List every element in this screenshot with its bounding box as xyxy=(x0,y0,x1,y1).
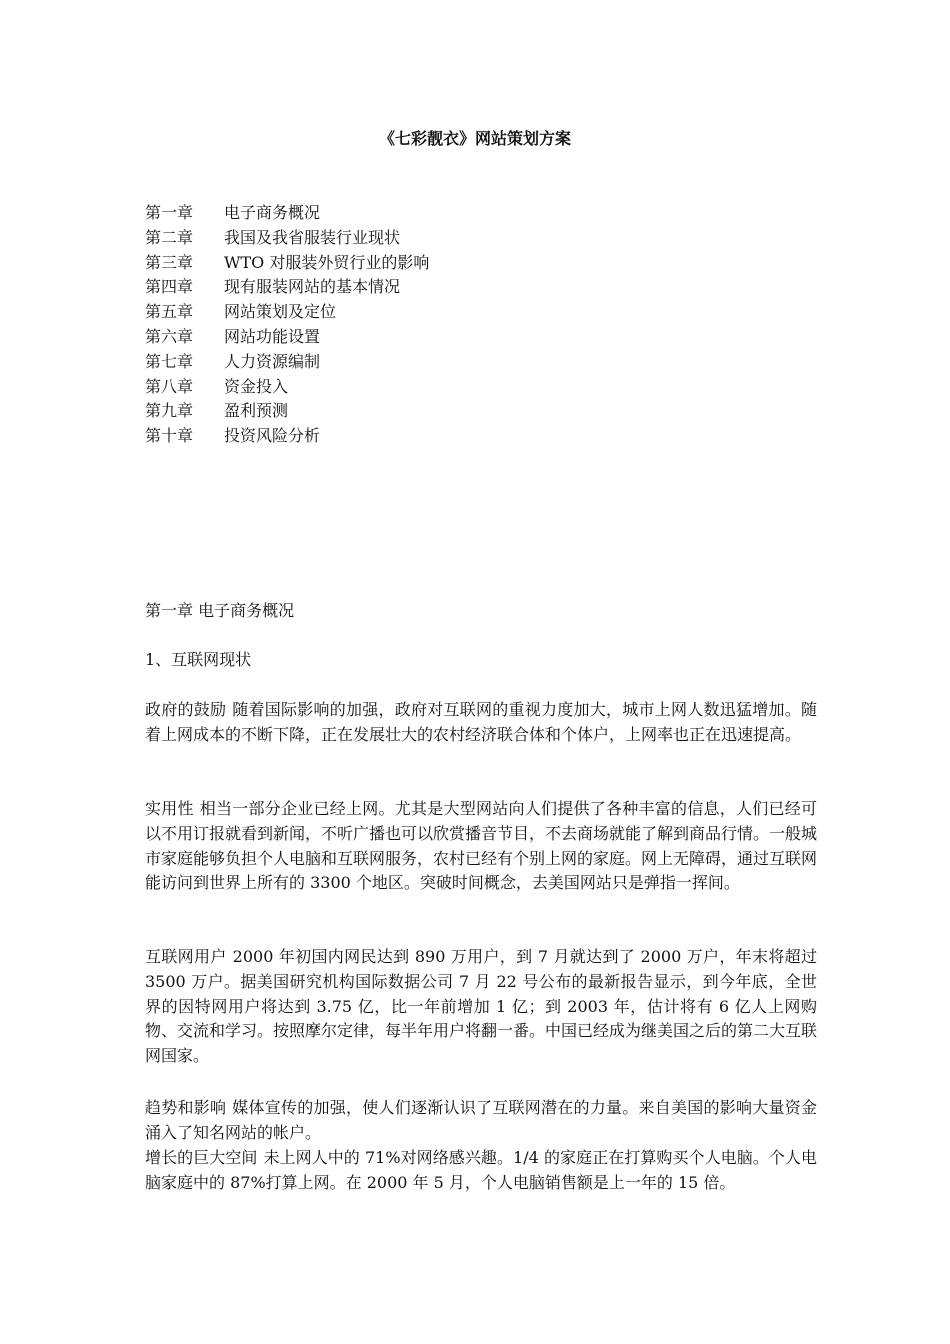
toc-chapter-title: 人力资源编制 xyxy=(224,351,321,371)
paragraph-lead: 政府的鼓励 xyxy=(145,700,227,719)
chapter-heading: 第一章 电子商务概况 xyxy=(145,601,295,620)
toc-item xyxy=(145,275,429,300)
paragraph-text: 未上网人中的 71%对网络感兴趣。1/4 的家庭正在打算购买个人电脑。个人电脑家庭中的 87%打算上网。在 2000 年 5 月，个人电脑销售额是上一年的 15 倍。 xyxy=(145,1148,817,1192)
toc-chapter-title: WTO 对服装外贸行业的影响 xyxy=(224,252,430,272)
toc-item xyxy=(145,399,429,424)
paragraph-text: 2000 年初国内网民达到 890 万用户，到 7 月就达到了 2000 万户，年末将超过 3500 万户。据美国研究机构国际数据公司 7 月 22 号公布的最新报告显示，到今年底，全世界的因特网用户将达到 3.75 亿，比一年前增加 1 亿；到 2003 年，估计将有 6 亿人上网购物、交流和学习。按照摩尔定律，每半年用户将翻一番。中国已经成为继美国之后的第二大互联网国家。 xyxy=(145,947,818,1066)
paragraph-growth-space xyxy=(145,1146,817,1196)
paragraph-lead: 实用性 xyxy=(145,799,194,818)
paragraph-lead: 互联网用户 xyxy=(145,947,227,966)
toc-item xyxy=(145,350,429,375)
paragraph-internet-users xyxy=(145,945,817,1069)
toc-chapter-title: 我国及我省服装行业现状 xyxy=(224,227,401,247)
toc-chapter-number: 第四章 xyxy=(145,277,194,297)
toc-chapter-number: 第三章 xyxy=(145,252,194,272)
toc-chapter-title: 网站功能设置 xyxy=(224,326,321,346)
toc-chapter-number: 第一章 xyxy=(145,203,194,222)
toc-item xyxy=(145,201,429,226)
paragraph-government-encouragement xyxy=(145,698,817,748)
toc-item xyxy=(145,226,429,251)
toc-item xyxy=(145,251,429,276)
table-of-contents xyxy=(145,201,429,449)
toc-chapter-title: 投资风险分析 xyxy=(224,426,321,446)
paragraph-text: 随着国际影响的加强，政府对互联网的重视力度加大，城市上网人数迅猛增加。随着上网成本的不断下降，正在发展壮大的农村经济联合体和个体户，上网率也正在迅速提高。 xyxy=(145,700,817,744)
section-heading: 1、互联网现状 xyxy=(145,650,252,669)
toc-chapter-number: 第九章 xyxy=(145,401,194,421)
paragraph-lead: 趋势和影响 xyxy=(145,1098,227,1117)
paragraph-text: 媒体宣传的加强，使人们逐渐认识了互联网潜在的力量。来自美国的影响大量资金涌入了知名网站的帐户。 xyxy=(145,1098,817,1142)
toc-item xyxy=(145,424,429,449)
toc-chapter-number: 第六章 xyxy=(145,326,194,346)
paragraph-trends-impact xyxy=(145,1096,817,1146)
toc-chapter-number: 第八章 xyxy=(145,376,194,396)
toc-chapter-title: 电子商务概况 xyxy=(224,203,321,222)
toc-item xyxy=(145,375,429,400)
toc-chapter-title: 资金投入 xyxy=(224,376,289,396)
toc-chapter-title: 现有服装网站的基本情况 xyxy=(224,277,401,297)
toc-chapter-number: 第七章 xyxy=(145,351,194,371)
toc-chapter-number: 第十章 xyxy=(145,426,194,446)
toc-item xyxy=(145,325,429,350)
toc-chapter-title: 盈利预测 xyxy=(224,401,289,421)
toc-chapter-number: 第五章 xyxy=(145,302,194,322)
toc-chapter-title: 网站策划及定位 xyxy=(224,302,337,322)
paragraph-practicality xyxy=(145,797,817,896)
paragraph-lead: 增长的巨大空间 xyxy=(145,1148,258,1167)
paragraph-text: 相当一部分企业已经上网。尤其是大型网站向人们提供了各种丰富的信息，人们已经可以不用订报就看到新闻，不听广播也可以欣赏播音节目，不去商场就能了解到商品行情。一般城市家庭能够负担个人电脑和互联网服务，农村已经有个别上网的家庭。网上无障碍，通过互联网能访问到世界上所有的 3300 个地区。突破时间概念，去美国网站只是弹指一挥间。 xyxy=(145,799,818,893)
document-title: 《七彩靓衣》网站策划方案 xyxy=(378,129,571,148)
toc-item xyxy=(145,300,429,325)
toc-chapter-number: 第二章 xyxy=(145,227,194,247)
